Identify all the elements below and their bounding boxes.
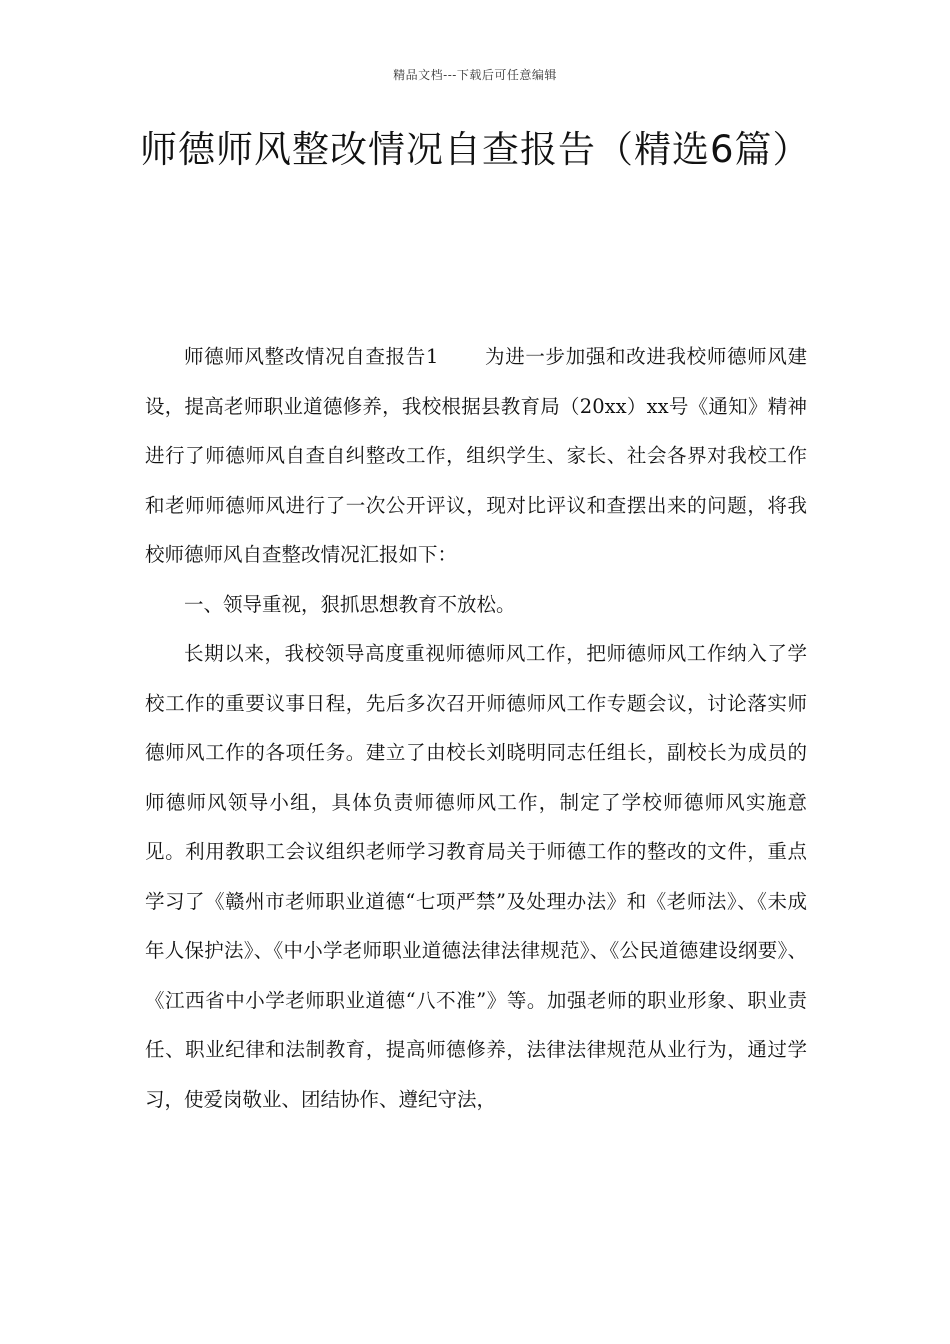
report-subtitle: 师德师风整改情况自查报告1: [184, 345, 439, 368]
paragraph-intro-text: 为进一步加强和改进我校师德师风建设，提高老师职业道德修养，我校根据县教育局（20xx）xx号《通知》精神进行了师德师风自查自纠整改工作，组织学生、家长、社会各界对我校工作和老师师德师风进行了一次公开评议，现对比评议和查摆出来的问题，将我校师德师风自查整改情况汇报如下：: [145, 345, 807, 566]
paragraph-intro: [145, 332, 807, 580]
document-body: [145, 332, 807, 1124]
document-title: 师德师风整改情况自查报告（精选6篇）: [140, 128, 811, 171]
page-header-note: 精品文档---下载后可任意编辑: [393, 68, 557, 82]
paragraph-body: 长期以来，我校领导高度重视师德师风工作，把师德师风工作纳入了学校工作的重要议事日程，先后多次召开师德师风工作专题会议，讨论落实师德师风工作的各项任务。建立了由校长刘晓明同志任组长，副校长为成员的师德师风领导小组，具体负责师德师风工作，制定了学校师德师风实施意见。利用教职工会议组织老师学习教育局关于师德工作的整改的文件，重点学习了《赣州市老师职业道德“七项严禁”及处理办法》和《老师法》、《未成年人保护法》、《中小学老师职业道德法律法律规范》、《公民道德建设纲要》、《江西省中小学老师职业道德“八不准”》等。加强老师的职业形象、职业责任、职业纪律和法制教育，提高师德修养，法律法律规范从业行为，通过学习，使爱岗敬业、团结协作、遵纪守法，: [145, 642, 807, 1111]
section-heading: 一、领导重视，狠抓思想教育不放松。: [184, 592, 516, 616]
